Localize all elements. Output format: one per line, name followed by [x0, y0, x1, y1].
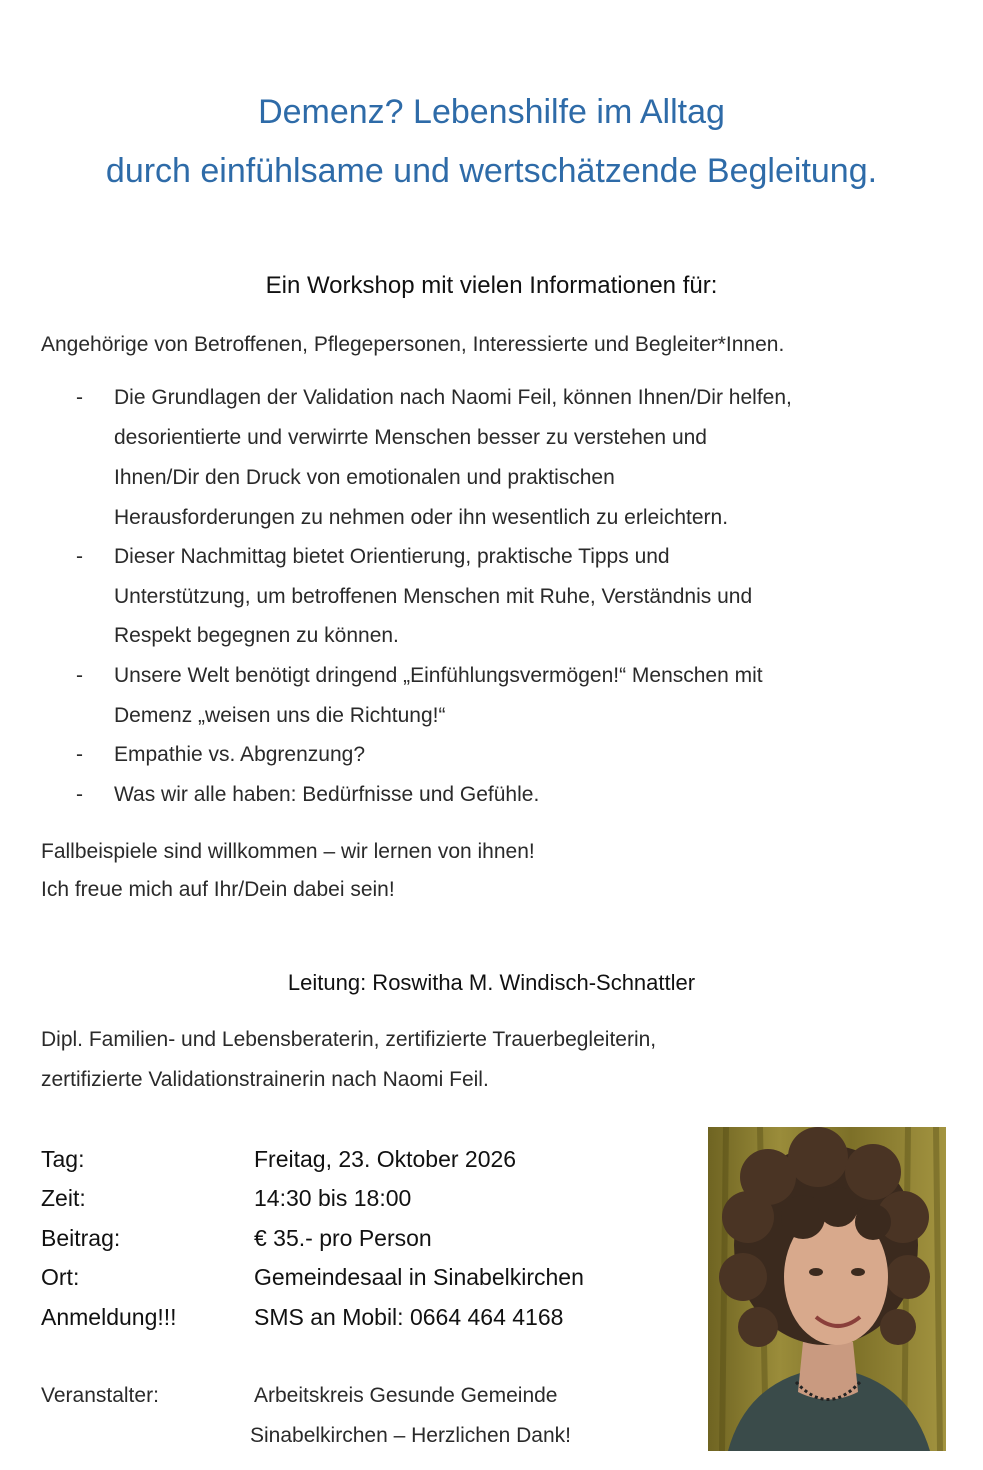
bullet-1-line-1: Die Grundlagen der Validation nach Naomi Feil, können Ihnen/Dir helfen, — [114, 386, 792, 409]
organizer-label: Veranstalter: — [41, 1384, 159, 1407]
bullet-3-line-2: Demenz „weisen uns die Richtung!“ — [114, 704, 446, 727]
bullet-marker: - — [76, 743, 83, 766]
detail-value-day: Freitag, 23. Oktober 2026 — [254, 1146, 517, 1172]
detail-label-registration: Anmeldung!!! — [41, 1304, 177, 1330]
bullet-1-line-3: Ihnen/Dir den Druck von emotionalen und praktischen — [114, 466, 615, 489]
title-line-1: Demenz? Lebenshilfe im Alltag — [258, 93, 725, 131]
bullet-marker: - — [76, 664, 83, 687]
detail-value-fee: € 35.- pro Person — [254, 1225, 432, 1251]
bullet-4-line-1: Empathie vs. Abgrenzung? — [114, 743, 365, 766]
bullet-1-line-2: desorientierte und verwirrte Menschen besser zu verstehen und — [114, 426, 707, 449]
bullet-3-line-1: Unsere Welt benötigt dringend „Einfühlungsvermögen!“ Menschen mit — [114, 664, 763, 687]
intro-heading: Ein Workshop mit vielen Informationen für: — [265, 272, 718, 299]
leader-heading: Leitung: Roswitha M. Windisch-Schnattler — [287, 970, 696, 995]
detail-label-location: Ort: — [41, 1264, 80, 1290]
detail-label-day: Tag: — [41, 1146, 85, 1172]
bullet-1-line-4: Herausforderungen zu nehmen oder ihn wesentlich zu erleichtern. — [114, 506, 729, 529]
credentials-line-1: Dipl. Familien- und Lebensberaterin, zertifizierte Trauerbegleiterin, — [41, 1028, 657, 1051]
title-line-2: durch einfühlsame und wertschätzende Begleitung. — [105, 152, 878, 190]
audience-text: Angehörige von Betroffenen, Pflegepersonen, Interessierte und Begleiter*Innen. — [41, 333, 785, 356]
detail-label-time: Zeit: — [41, 1185, 86, 1211]
closing-line-2: Ich freue mich auf Ihr/Dein dabei sein! — [41, 878, 395, 901]
credentials-line-2: zertifizierte Validationstrainerin nach Naomi Feil. — [41, 1068, 489, 1091]
organizer-line-2: Sinabelkirchen – Herzlichen Dank! — [250, 1424, 571, 1447]
closing-line-1: Fallbeispiele sind willkommen – wir lernen von ihnen! — [41, 840, 535, 863]
bullet-5-line-1: Was wir alle haben: Bedürfnisse und Gefühle. — [114, 783, 540, 806]
detail-value-time: 14:30 bis 18:00 — [254, 1185, 412, 1211]
bullet-2-line-1: Dieser Nachmittag bietet Orientierung, praktische Tipps und — [114, 545, 670, 568]
bullet-2-line-3: Respekt begegnen zu können. — [114, 624, 399, 647]
bullet-marker: - — [76, 783, 83, 806]
bullet-marker: - — [76, 386, 83, 409]
organizer-line-1: Arbeitskreis Gesunde Gemeinde — [254, 1384, 558, 1407]
bullet-marker: - — [76, 545, 83, 568]
detail-value-location: Gemeindesaal in Sinabelkirchen — [254, 1264, 584, 1290]
detail-value-registration: SMS an Mobil: 0664 464 4168 — [254, 1304, 564, 1330]
bullet-2-line-2: Unterstützung, um betroffenen Menschen mit Ruhe, Verständnis und — [114, 585, 753, 608]
portrait-photo — [708, 1127, 946, 1451]
detail-label-fee: Beitrag: — [41, 1225, 121, 1251]
